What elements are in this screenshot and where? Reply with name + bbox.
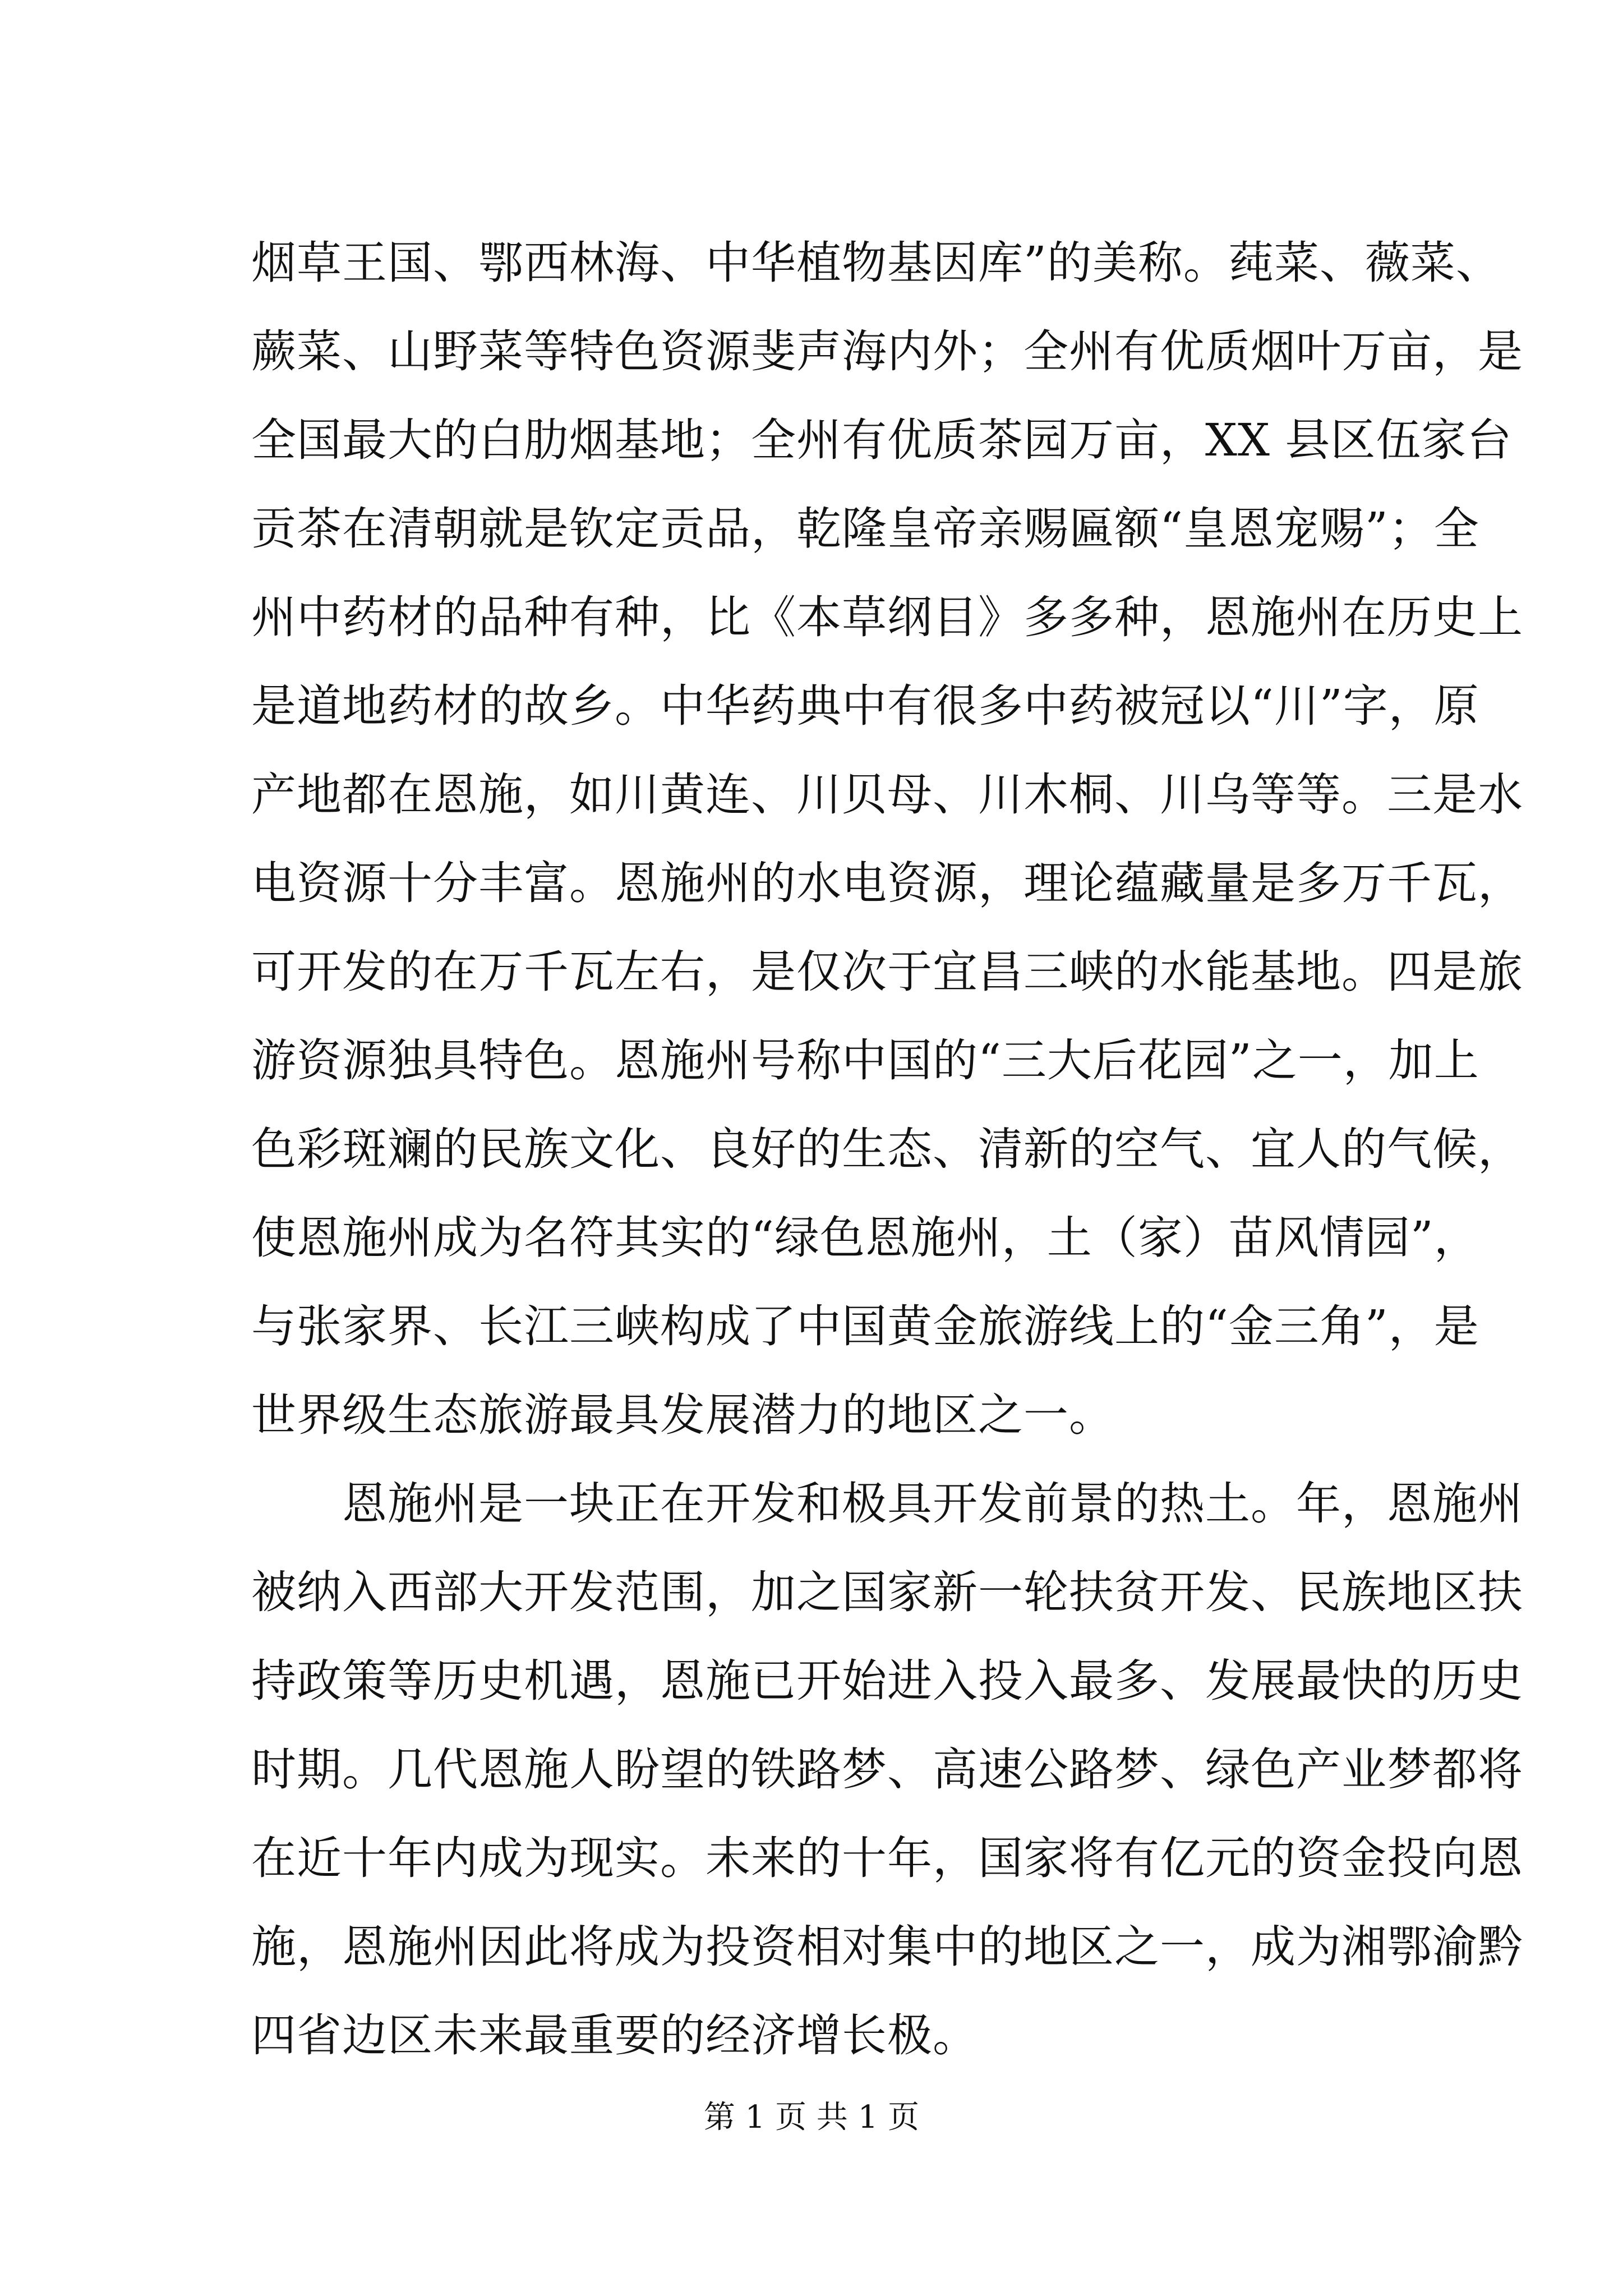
paragraph-line: 被纳入西部大开发范围，加之国家新一轮扶贫开发、民族地区扶 [251, 1566, 1523, 1618]
document-body [251, 219, 1523, 2080]
paragraph-line: 是道地药材的故乡。中华药典中有很多中药被冠以“川”字，原 [251, 680, 1479, 732]
paragraph-line: 在近十年内成为现实。未来的十年，国家将有亿元的资金投向恩 [251, 1832, 1523, 1884]
paragraph-line: 蕨菜、山野菜等特色资源斐声海内外；全州有优质烟叶万亩，是 [251, 325, 1523, 378]
paragraph-line: 可开发的在万千瓦左右，是仅次于宜昌三峡的水能基地。四是旅 [251, 946, 1523, 998]
paragraph-line: 州中药材的品种有种，比《本草纲目》多多种，恩施州在历史上 [251, 591, 1523, 643]
paragraph-line: 全国最大的白肋烟基地；全州有优质茶园万亩，XX 县区伍家台 [251, 414, 1513, 466]
paragraph-line: 施，恩施州因此将成为投资相对集中的地区之一，成为湘鄂渝黔 [251, 1921, 1523, 1973]
paragraph-line: 电资源十分丰富。恩施州的水电资源，理论蕴藏量是多万千瓦， [251, 857, 1523, 909]
page-footer [0, 2098, 1623, 2137]
paragraph-line: 与张家界、长江三峡构成了中国黄金旅游线上的“金三角”，是 [251, 1300, 1479, 1352]
paragraph-2 [251, 1460, 1523, 2080]
paragraph-line: 烟草王国、鄂西林海、中华植物基因库”的美称。莼菜、薇菜、 [251, 237, 1501, 289]
paragraph-line: 四省边区未来最重要的经济增长极。 [251, 2009, 978, 2062]
page-number-label: 第 1 页 共 1 页 [703, 2099, 920, 2136]
paragraph-line: 游资源独具特色。恩施州号称中国的“三大后花园”之一，加上 [251, 1034, 1479, 1087]
paragraph-line: 色彩斑斓的民族文化、良好的生态、清新的空气、宜人的气候， [251, 1123, 1523, 1175]
paragraph-line: 产地都在恩施，如川黄连、川贝母、川木桐、川乌等等。三是水 [251, 769, 1523, 821]
paragraph-line: 世界级生态旅游最具发展潜力的地区之一。 [251, 1389, 1114, 1441]
paragraph-line: 使恩施州成为名符其实的“绿色恩施州，土（家）苗风情园”， [251, 1212, 1479, 1264]
paragraph-line: 时期。几代恩施人盼望的铁路梦、高速公路梦、绿色产业梦都将 [251, 1743, 1523, 1796]
paragraph-line: 持政策等历史机遇，恩施已开始进入投入最多、发展最快的历史 [251, 1655, 1523, 1707]
paragraph-line: 贡茶在清朝就是钦定贡品，乾隆皇帝亲赐匾额“皇恩宠赐”；全 [251, 503, 1479, 555]
paragraph-1 [251, 219, 1523, 1460]
paragraph-line: 恩施州是一块正在开发和极具开发前景的热土。年，恩施州 [342, 1478, 1523, 1530]
